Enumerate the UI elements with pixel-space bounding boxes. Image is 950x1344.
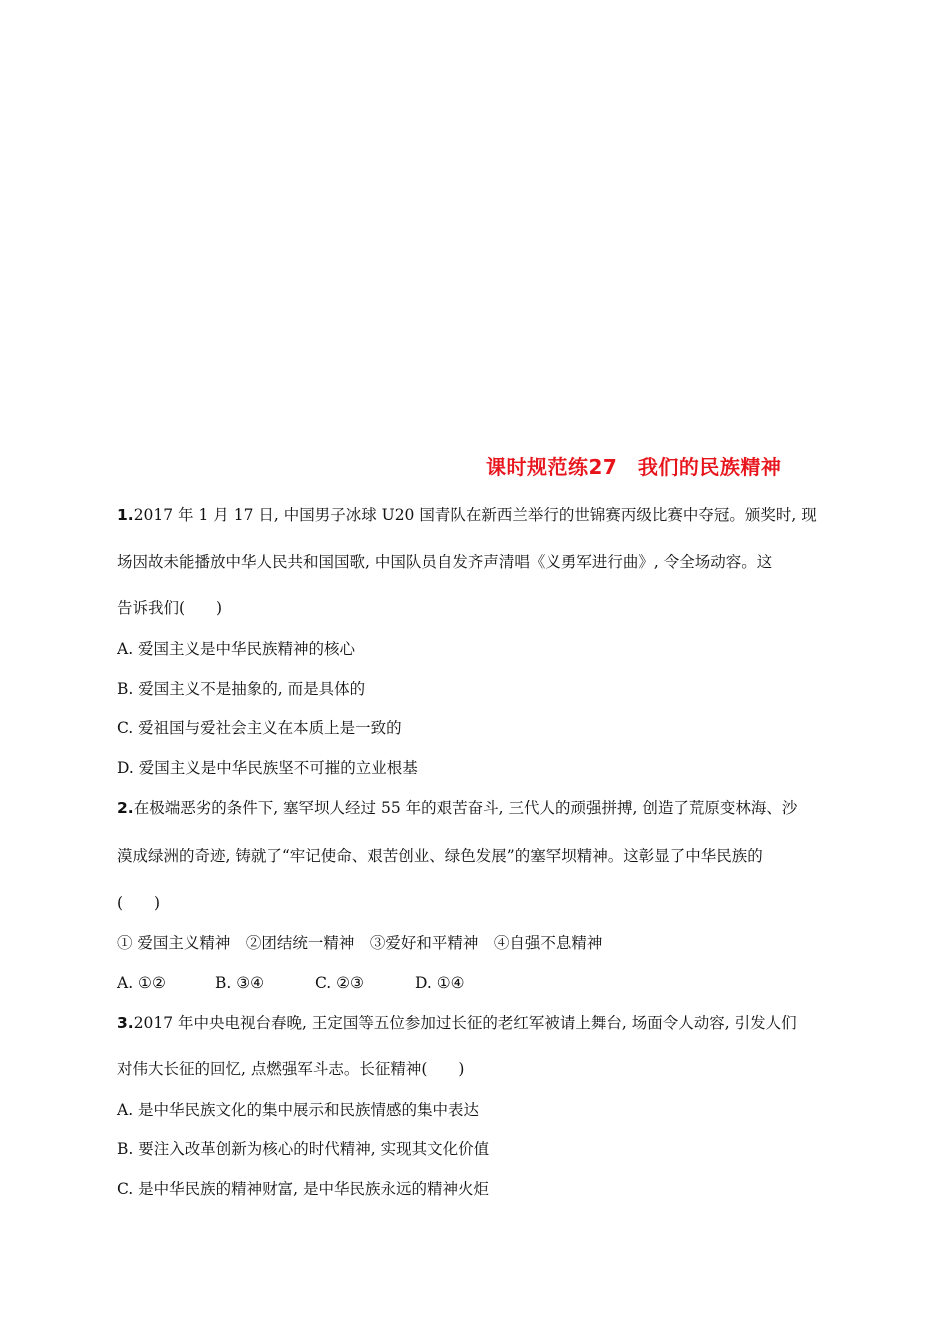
question-3-text-1: 2017 年中央电视台春晚, 王定国等五位参加过长征的老红军被请上舞台, 场面令人动容, 引发人们 xyxy=(133,1014,797,1032)
question-3-text-2: 对伟大长征的回忆, 点燃强军斗志。长征精神( ) xyxy=(117,1060,465,1078)
question-3-line-1 xyxy=(117,1013,797,1033)
question-2-text-1: 在极端恶劣的条件下, 塞罕坝人经过 55 年的艰苦奋斗, 三代人的顽强拼搏, 创造了荒原变林海、沙 xyxy=(133,799,798,817)
question-3-option-c: C. 是中华民族的精神财富, 是中华民族永远的精神火炬 xyxy=(117,1180,490,1198)
question-2-option-d: D. ①④ xyxy=(415,974,465,992)
question-1-text-2: 场因故未能播放中华人民共和国国歌, 中国队员自发齐声清唱《义勇军进行曲》, 令全场动容。这 xyxy=(117,553,773,571)
question-2-option-a: A. ①② xyxy=(117,974,166,992)
question-1-line-1 xyxy=(117,505,817,525)
question-2-option-c: C. ②③ xyxy=(315,974,364,992)
question-1-option-d: D. 爱国主义是中华民族坚不可摧的立业根基 xyxy=(117,759,418,777)
page-title: 课时规范练27 我们的民族精神 xyxy=(486,455,782,479)
question-3-number: 3. xyxy=(117,1014,134,1032)
question-1-option-c: C. 爱祖国与爱社会主义在本质上是一致的 xyxy=(117,719,402,737)
question-1-number: 1. xyxy=(117,506,134,524)
question-2-line-1 xyxy=(117,798,797,818)
question-1-text-1: 2017 年 1 月 17 日, 中国男子冰球 U20 国青队在新西兰举行的世锦赛丙级比赛中夺冠。颁奖时, 现 xyxy=(133,506,817,524)
question-1-text-3: 告诉我们( ) xyxy=(117,599,223,617)
question-2-option-b: B. ③④ xyxy=(215,974,265,992)
question-2-text-2: 漠成绿洲的奇迹, 铸就了“牢记使命、艰苦创业、绿色发展”的塞罕坝精神。这彰显了中华民族的 xyxy=(117,847,763,865)
question-1-option-b: B. 爱国主义不是抽象的, 而是具体的 xyxy=(117,680,366,698)
question-2-text-3: ( ) xyxy=(117,894,161,912)
question-1-option-a: A. 爱国主义是中华民族精神的核心 xyxy=(117,640,356,658)
question-3-option-b: B. 要注入改革创新为核心的时代精神, 实现其文化价值 xyxy=(117,1140,490,1158)
question-3-option-a: A. 是中华民族文化的集中展示和民族情感的集中表达 xyxy=(117,1101,480,1119)
question-2-number: 2. xyxy=(117,799,134,817)
question-2-items: ① 爱国主义精神 ②团结统一精神 ③爱好和平精神 ④自强不息精神 xyxy=(117,934,603,952)
question-2-options xyxy=(117,973,465,993)
